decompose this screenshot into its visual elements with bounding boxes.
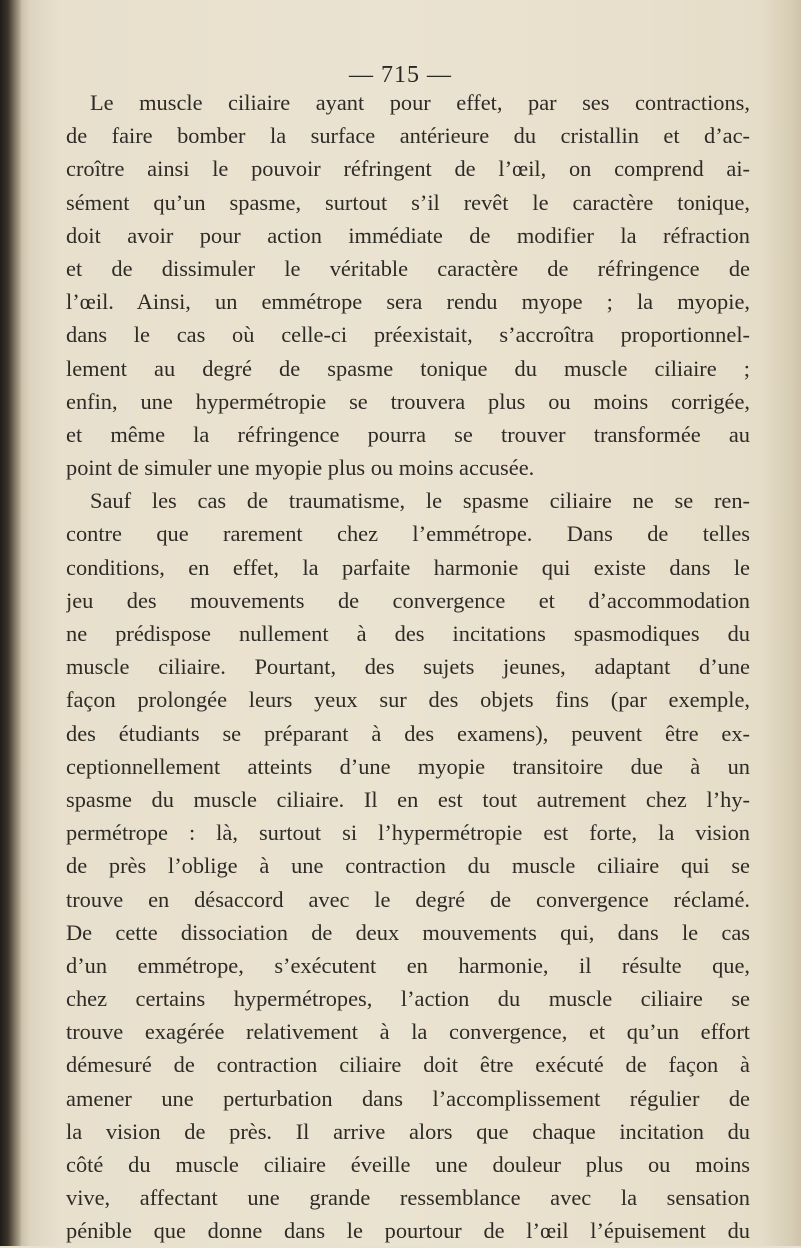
text-line: Le muscle ciliaire ayant pour effet, par ses contractions, [90,90,750,115]
text-line: et même la réfringence pourra se trouver transformée au [66,421,750,447]
text-line: jeu des mouvements de convergence et d’accommodation [66,587,750,613]
text-line: pénible que donne dans le pourtour de l’œil l’épuisement du [66,1218,750,1244]
text-line: sément qu’un spasme, surtout s’il revêt le caractère tonique, [66,189,750,215]
text-line: De cette dissociation de deux mouvements qui, dans le cas [66,919,750,945]
text-line: démesuré de contraction ciliaire doit être exécuté de façon à [66,1052,750,1078]
text-line: la vision de près. Il arrive alors que chaque incitation du [66,1118,750,1144]
text-line: ne prédispose nullement à des incitations spasmodiques du [66,621,750,646]
text-line: muscle ciliaire. Pourtant, des sujets jeunes, adaptant d’une [66,654,750,680]
text-line: conditions, en effet, la parfaite harmonie qui existe dans le [66,554,750,580]
text-line: chez certains hypermétropes, l’action du muscle ciliaire se [66,986,750,1012]
text-line: spasme du muscle ciliaire. Il en est tout autrement chez l’hy- [66,786,750,812]
text-line: permétrope : là, surtout si l’hypermétropie est forte, la vision [66,820,750,846]
text-line: et de dissimuler le véritable caractère de réfringence de [66,255,750,281]
text-line: enfin, une hypermétropie se trouvera plus ou moins corrigée, [66,388,750,414]
text-line: trouve exagérée relativement à la convergence, et qu’un effort [66,1019,750,1045]
text-line: de faire bomber la surface antérieure du cristallin et d’ac- [66,123,750,149]
text-line: doit avoir pour action immédiate de modifier la réfraction [66,222,750,248]
text-line: des étudiants se préparant à des examens), peuvent être ex- [66,720,750,746]
text-line: ceptionnellement atteints d’une myopie transitoire due à un [66,753,750,779]
text-line: l’œil. Ainsi, un emmétrope sera rendu myope ; la myopie, [66,289,750,315]
book-spine-shadow [0,0,22,1246]
text-line: amener une perturbation dans l’accomplissement régulier de [66,1085,750,1111]
text-line: côté du muscle ciliaire éveille une douleur plus ou moins [66,1152,750,1177]
text-line: lement au degré de spasme tonique du muscle ciliaire ; [66,355,750,381]
page-number-header: — 715 — [349,62,452,88]
text-line: croître ainsi le pouvoir réfringent de l’œil, on comprend ai- [66,156,750,182]
text-line: Sauf les cas de traumatisme, le spasme ciliaire ne se ren- [90,488,750,514]
body-text [66,86,750,1248]
text-line: vive, affectant une grande ressemblance avec la sensation [66,1185,750,1211]
text-line: façon prolongée leurs yeux sur des objets fins (par exemple, [66,687,750,713]
text-line: d’un emmétrope, s’exécutent en harmonie, il résulte que, [66,952,750,978]
text-line: de près l’oblige à une contraction du muscle ciliaire qui se [66,853,750,879]
text-line: trouve en désaccord avec le degré de convergence réclamé. [66,886,750,912]
text-line: dans le cas où celle-ci préexistait, s’accroîtra proportionnel- [66,322,750,348]
text-line: point de simuler une myopie plus ou moins accusée. [66,455,535,481]
text-line: contre que rarement chez l’emmétrope. Dans de telles [66,521,750,547]
